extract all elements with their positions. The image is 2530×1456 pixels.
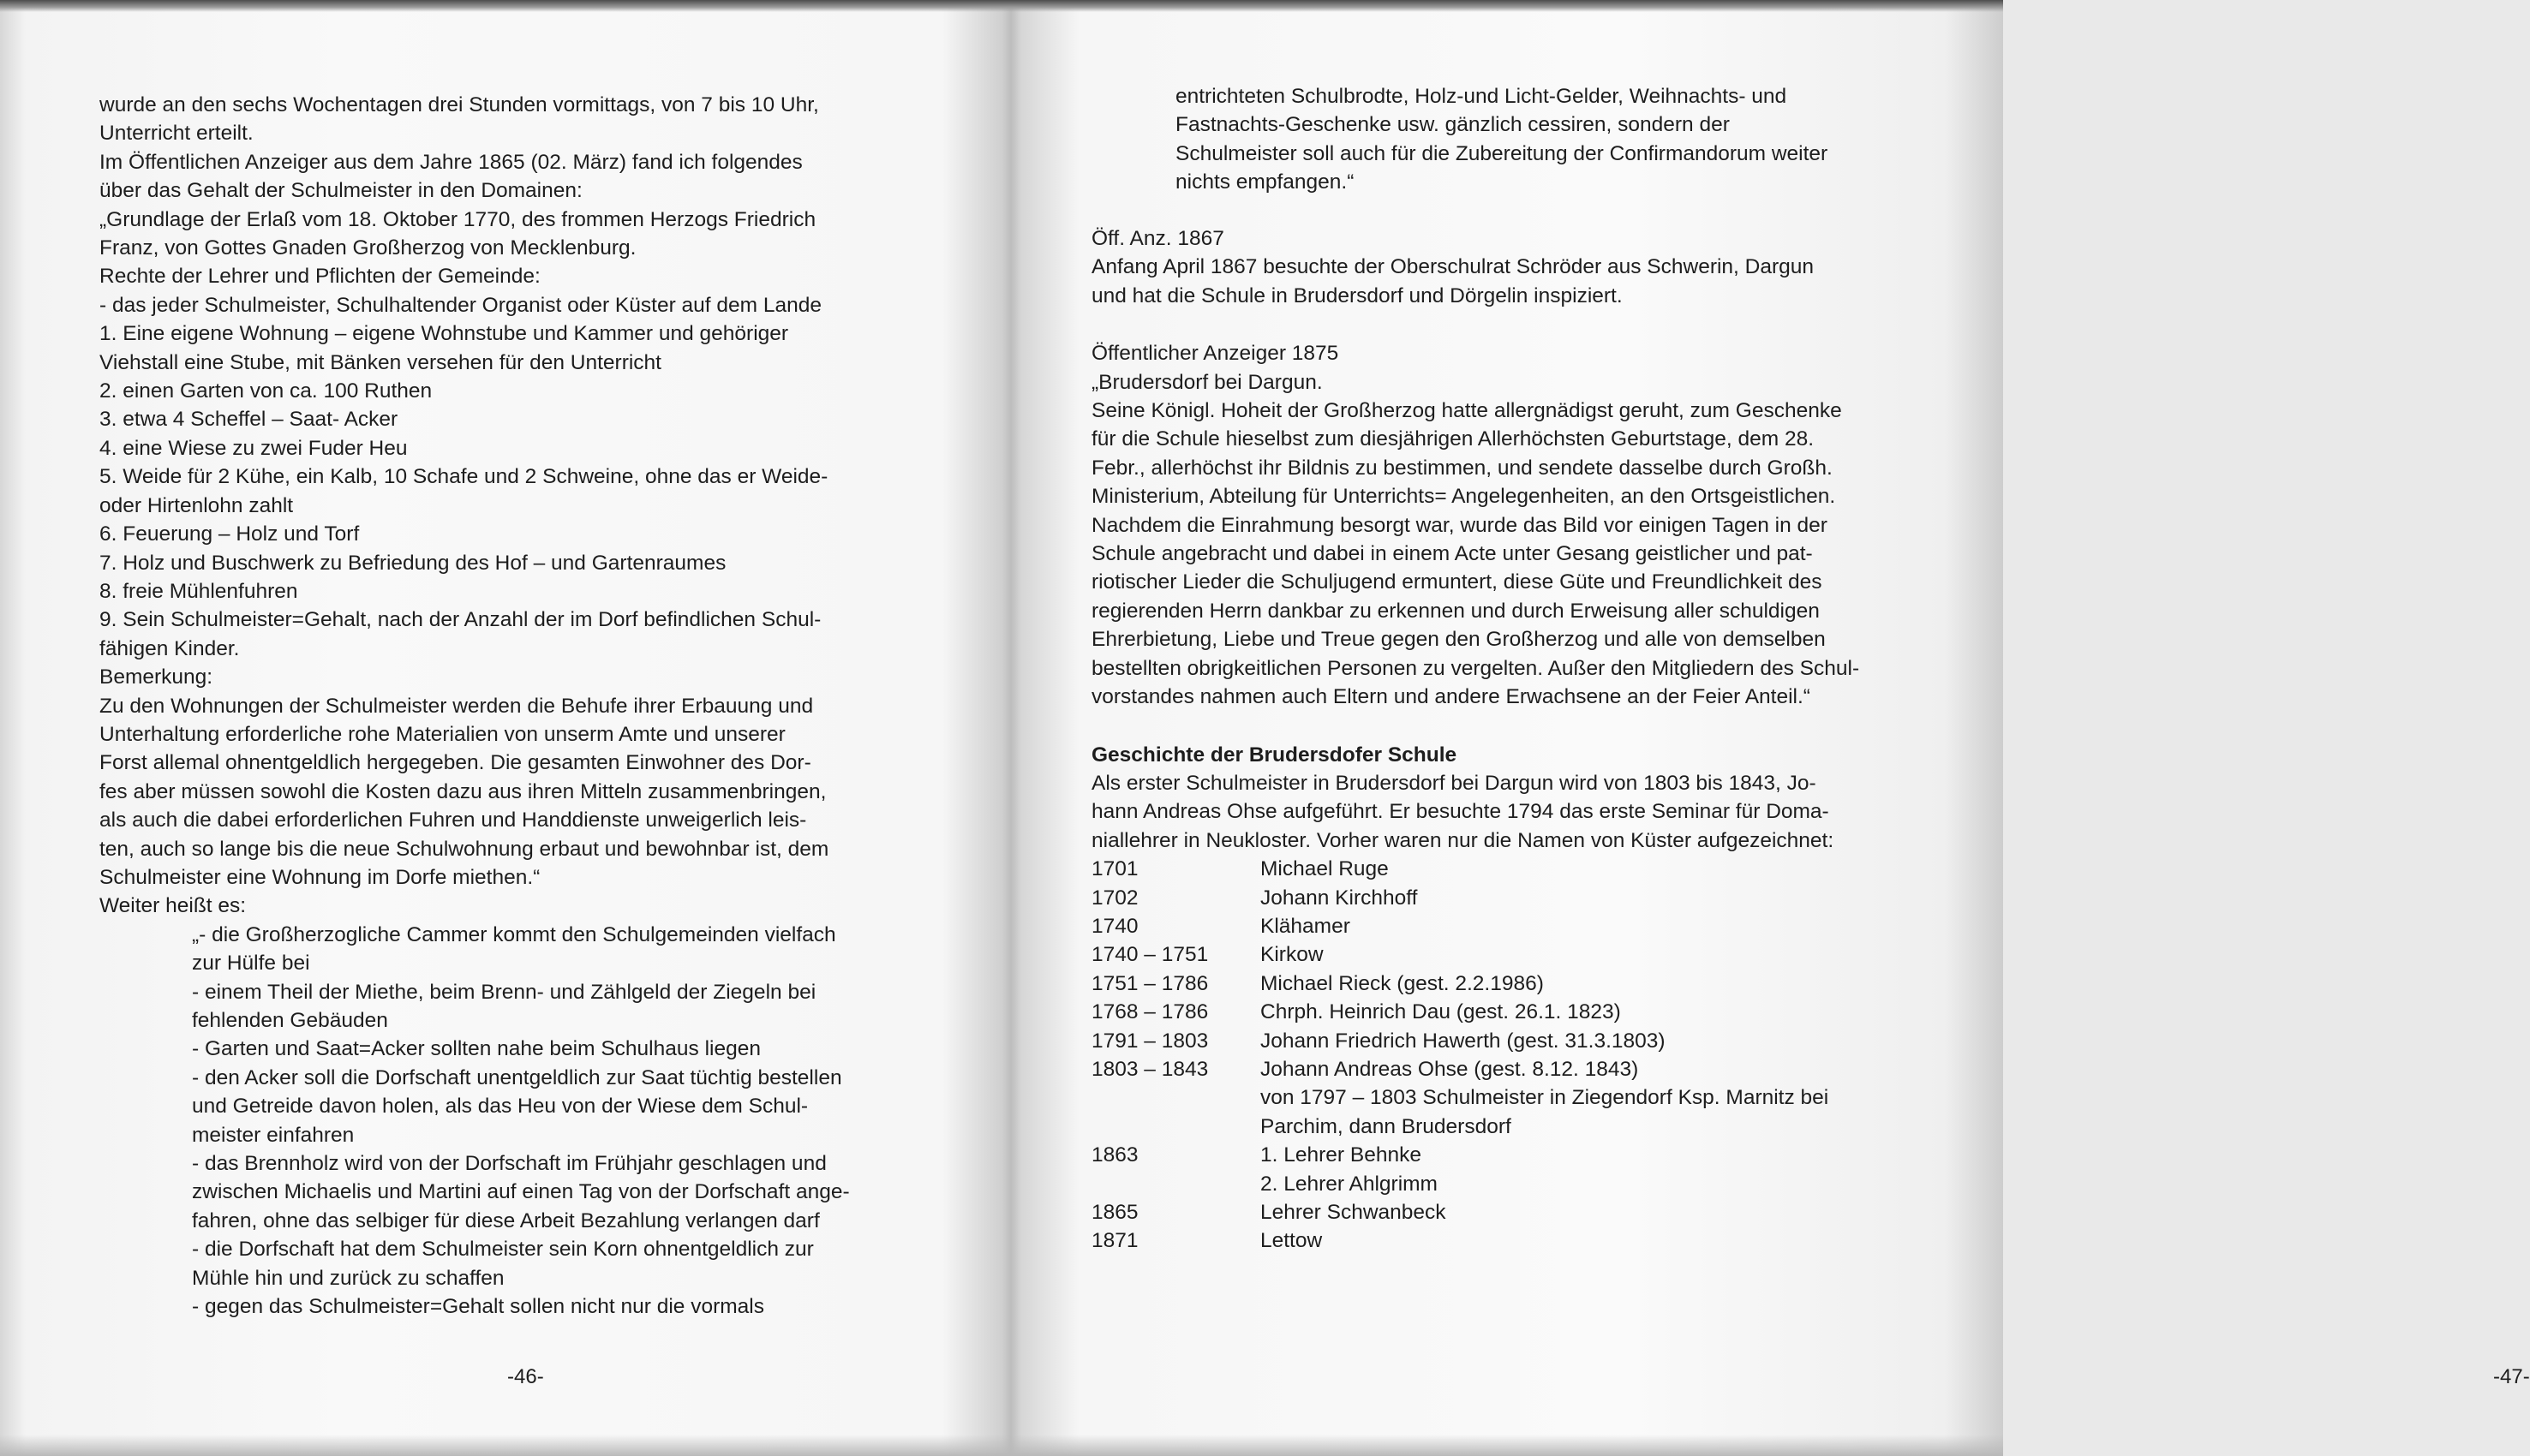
text-line: und hat die Schule in Brudersdorf und Dörgelin inspiziert. xyxy=(1092,283,1623,307)
text-line: über das Gehalt der Schulmeister in den Domainen: xyxy=(99,179,583,203)
teacher-row xyxy=(1092,998,2073,1026)
text-line: Franz, von Gottes Gnaden Großherzog von Mecklenburg. xyxy=(99,236,637,260)
teacher-row xyxy=(1092,1055,2073,1083)
teacher-year xyxy=(1092,1113,1260,1141)
teacher-row xyxy=(1092,1141,2073,1169)
indented-line: - das Brennholz wird von der Dorfschaft im Frühjahr geschlagen und xyxy=(192,1152,827,1176)
text-line: Forst allemal ohnentgeldlich hergegeben. Die gesamten Einwohner des Dor- xyxy=(99,751,811,775)
text-line: hann Andreas Ohse aufgeführt. Er besuchte 1794 das erste Seminar für Doma- xyxy=(1092,800,1829,824)
indented-line: und Getreide davon holen, als das Heu von der Wiese dem Schul- xyxy=(192,1095,809,1119)
paragraph-gap xyxy=(1092,310,2073,339)
teacher-row xyxy=(1092,1170,2073,1198)
teacher-year: 1863 xyxy=(1092,1143,1139,1167)
text-line: 7. Holz und Buschwerk zu Befriedung des Hof – und Gartenraumes xyxy=(99,551,727,575)
text-line: Viehstall eine Stube, mit Bänken versehen für den Unterricht xyxy=(99,350,661,374)
teacher-row xyxy=(1092,1226,2073,1255)
teacher-name: Johann Kirchhoff xyxy=(1260,886,1418,910)
teacher-year: 1702 xyxy=(1092,886,1139,910)
indented-line: Mühle hin und zurück zu schaffen xyxy=(192,1266,505,1290)
text-line: 5. Weide für 2 Kühe, ein Kalb, 10 Schafe und 2 Schweine, ohne das er Weide- xyxy=(99,465,828,489)
page-46 xyxy=(0,0,1002,1456)
text-line: Öffentlicher Anzeiger 1875 xyxy=(1092,342,1339,366)
text-line: Nachdem die Einrahmung besorgt war, wurde das Bild vor einigen Tagen in der xyxy=(1092,513,1827,537)
text-line: riotischer Lieder die Schuljugend ermuntert, diese Güte und Freundlichkeit des xyxy=(1092,570,1822,594)
right-page-text xyxy=(1092,224,2073,1256)
teacher-name: Michael Rieck (gest. 2.2.1986) xyxy=(1260,971,1544,995)
text-line: Im Öffentlichen Anzeiger aus dem Jahre 1865 (02. März) fand ich folgendes xyxy=(99,150,803,174)
left-page-text xyxy=(99,91,934,1321)
text-line: ten, auch so lange bis die neue Schulwohnung erbaut und bewohnbar ist, dem xyxy=(99,837,829,861)
text-line: vorstandes nahmen auch Eltern und andere Erwachsene an der Feier Anteil.“ xyxy=(1092,685,1810,709)
indented-line: - den Acker soll die Dorfschaft unentgeldlich zur Saat tüchtig bestellen xyxy=(192,1065,842,1089)
text-line: Als erster Schulmeister in Brudersdorf bei Dargun wird von 1803 bis 1843, Jo- xyxy=(1092,771,1816,795)
text-line: Anfang April 1867 besuchte der Oberschulrat Schröder aus Schwerin, Dargun xyxy=(1092,255,1815,279)
teacher-name: 2. Lehrer Ahlgrimm xyxy=(1260,1172,1438,1196)
quote-continuation xyxy=(1175,82,2077,197)
quote-line: entrichteten Schulbrodte, Holz-und Licht-Gelder, Weihnachts- und xyxy=(1175,85,1787,108)
teacher-row xyxy=(1092,1113,2073,1141)
indented-line: - die Dorfschaft hat dem Schulmeister sein Korn ohnentgeldlich zur xyxy=(192,1238,814,1262)
indented-line: - einem Theil der Miethe, beim Brenn- und Zählgeld der Ziegeln bei xyxy=(192,980,816,1004)
teacher-row xyxy=(1092,855,2073,883)
text-line: „Grundlage der Erlaß vom 18. Oktober 1770, des frommen Herzogs Friedrich xyxy=(99,207,816,231)
text-line: Ministerium, Abteilung für Unterrichts= Angelegenheiten, an den Ortsgeistlichen. xyxy=(1092,485,1836,509)
teacher-row xyxy=(1092,970,2073,998)
teacher-name: Parchim, dann Brudersdorf xyxy=(1260,1114,1511,1138)
teacher-row xyxy=(1092,940,2073,969)
indented-line: zwischen Michaelis und Martini auf einen Tag von der Dorfschaft ange- xyxy=(192,1180,850,1204)
teacher-name: Johann Andreas Ohse (gest. 8.12. 1843) xyxy=(1260,1057,1639,1081)
teacher-name: Michael Ruge xyxy=(1260,857,1389,881)
text-line: Schulmeister eine Wohnung im Dorfe miethen.“ xyxy=(99,865,541,889)
text-line: 6. Feuerung – Holz und Torf xyxy=(99,522,360,546)
section-heading: Geschichte der Brudersdofer Schule xyxy=(1092,743,1457,767)
indented-line: - Garten und Saat=Acker sollten nahe beim Schulhaus liegen xyxy=(192,1037,761,1061)
text-line: oder Hirtenlohn zahlt xyxy=(99,493,294,517)
scan-edge-bottom xyxy=(0,1435,2003,1456)
teacher-year: 1768 – 1786 xyxy=(1092,1000,1209,1024)
text-line: regierenden Herrn dankbar zu erkennen und durch Erweisung aller schuldigen xyxy=(1092,599,1820,623)
teacher-name: von 1797 – 1803 Schulmeister in Ziegendorf Ksp. Marnitz bei xyxy=(1260,1086,1829,1110)
text-line: wurde an den sechs Wochentagen drei Stunden vormittags, von 7 bis 10 Uhr, xyxy=(99,93,819,116)
text-line: „Brudersdorf bei Dargun. xyxy=(1092,370,1323,394)
teacher-row xyxy=(1092,884,2073,912)
text-line: 8. freie Mühlenfuhren xyxy=(99,579,298,603)
teacher-year: 1740 xyxy=(1092,914,1139,938)
teacher-year xyxy=(1092,1170,1260,1198)
text-line: Schule angebracht und dabei in einem Acte unter Gesang geistlicher und pat- xyxy=(1092,542,1813,566)
teacher-name: Lehrer Schwanbeck xyxy=(1260,1201,1446,1224)
text-line: bestellten obrigkeitlichen Personen zu vergelten. Außer den Mitgliedern des Schul- xyxy=(1092,656,1860,680)
teacher-year xyxy=(1092,1083,1260,1112)
text-line: 9. Sein Schulmeister=Gehalt, nach der Anzahl der im Dorf befindlichen Schul- xyxy=(99,608,822,632)
teacher-year: 1803 – 1843 xyxy=(1092,1057,1209,1081)
indented-line: zur Hülfe bei xyxy=(192,952,310,976)
teacher-name: Kirkow xyxy=(1260,943,1324,967)
indented-line: fehlenden Gebäuden xyxy=(192,1009,388,1032)
page-47 xyxy=(1011,0,2530,1456)
quote-line: Schulmeister soll auch für die Zubereitung der Confirmandorum weiter xyxy=(1175,141,1828,165)
teacher-year: 1865 xyxy=(1092,1201,1139,1224)
text-line: für die Schule hieselbst zum diesjährigen Allerhöchsten Geburtstage, dem 28. xyxy=(1092,427,1815,451)
indented-line: - gegen das Schulmeister=Gehalt sollen nicht nur die vormals xyxy=(192,1295,764,1319)
text-line: Öff. Anz. 1867 xyxy=(1092,227,1224,250)
text-line: Weiter heißt es: xyxy=(99,894,247,918)
text-line: 2. einen Garten von ca. 100 Ruthen xyxy=(99,379,433,403)
teacher-list xyxy=(1092,855,2073,1256)
teacher-year: 1871 xyxy=(1092,1229,1139,1253)
text-line: fähigen Kinder. xyxy=(99,636,240,660)
teacher-name: 1. Lehrer Behnke xyxy=(1260,1143,1421,1167)
teacher-row xyxy=(1092,1027,2073,1055)
text-line: 4. eine Wiese zu zwei Fuder Heu xyxy=(99,436,408,460)
text-line: Febr., allerhöchst ihr Bildnis zu bestimmen, und sendete dasselbe durch Großh. xyxy=(1092,456,1833,480)
teacher-row xyxy=(1092,1083,2073,1112)
text-line: 3. etwa 4 Scheffel – Saat- Acker xyxy=(99,408,398,432)
text-line: Unterhaltung erforderliche rohe Materialien von unserm Amte und unserer xyxy=(99,722,786,746)
paragraph-gap xyxy=(1092,712,2073,741)
teacher-year: 1791 – 1803 xyxy=(1092,1029,1209,1053)
text-line: Seine Königl. Hoheit der Großherzog hatte allergnädigst geruht, zum Geschenke xyxy=(1092,399,1842,423)
text-line: fes aber müssen sowohl die Kosten dazu aus ihren Mitteln zusammenbringen, xyxy=(99,779,827,803)
teacher-row xyxy=(1092,1198,2073,1226)
text-line: Bemerkung: xyxy=(99,665,213,689)
teacher-year: 1701 xyxy=(1092,857,1139,881)
teacher-name: Chrph. Heinrich Dau (gest. 26.1. 1823) xyxy=(1260,1000,1621,1024)
quote-line: Fastnachts-Geschenke usw. gänzlich cessiren, sondern der xyxy=(1175,113,1730,137)
teacher-row xyxy=(1092,912,2073,940)
page-number-right: -47- xyxy=(2493,1365,2530,1388)
text-line: Ehrerbietung, Liebe und Treue gegen den Großherzog und alle von demselben xyxy=(1092,628,1826,652)
indented-line: fahren, ohne das selbiger für diese Arbeit Bezahlung verlangen darf xyxy=(192,1208,820,1232)
teacher-name: Lettow xyxy=(1260,1229,1323,1253)
text-line: - das jeder Schulmeister, Schulhaltender Organist oder Küster auf dem Lande xyxy=(99,293,822,317)
text-line: Unterricht erteilt. xyxy=(99,122,254,146)
text-line: 1. Eine eigene Wohnung – eigene Wohnstube und Kammer und gehöriger xyxy=(99,322,789,346)
text-line: Rechte der Lehrer und Pflichten der Gemeinde: xyxy=(99,265,541,289)
quote-line: nichts empfangen.“ xyxy=(1175,170,1355,194)
teacher-name: Johann Friedrich Hawerth (gest. 31.3.1803) xyxy=(1260,1029,1666,1053)
indented-line: „- die Großherzogliche Cammer kommt den Schulgemeinden vielfach xyxy=(192,922,836,946)
page-number-left: -46- xyxy=(507,1365,544,1388)
indented-line: meister einfahren xyxy=(192,1123,355,1147)
teacher-year: 1740 – 1751 xyxy=(1092,943,1209,967)
teacher-year: 1751 – 1786 xyxy=(1092,971,1209,995)
teacher-name: Klähamer xyxy=(1260,914,1350,938)
text-line: niallehrer in Neukloster. Vorher waren nur die Namen von Küster aufgezeichnet: xyxy=(1092,828,1834,852)
text-line: Zu den Wohnungen der Schulmeister werden die Behufe ihrer Erbauung und xyxy=(99,694,814,718)
text-line: als auch die dabei erforderlichen Fuhren und Handdienste unweigerlich leis- xyxy=(99,809,807,832)
